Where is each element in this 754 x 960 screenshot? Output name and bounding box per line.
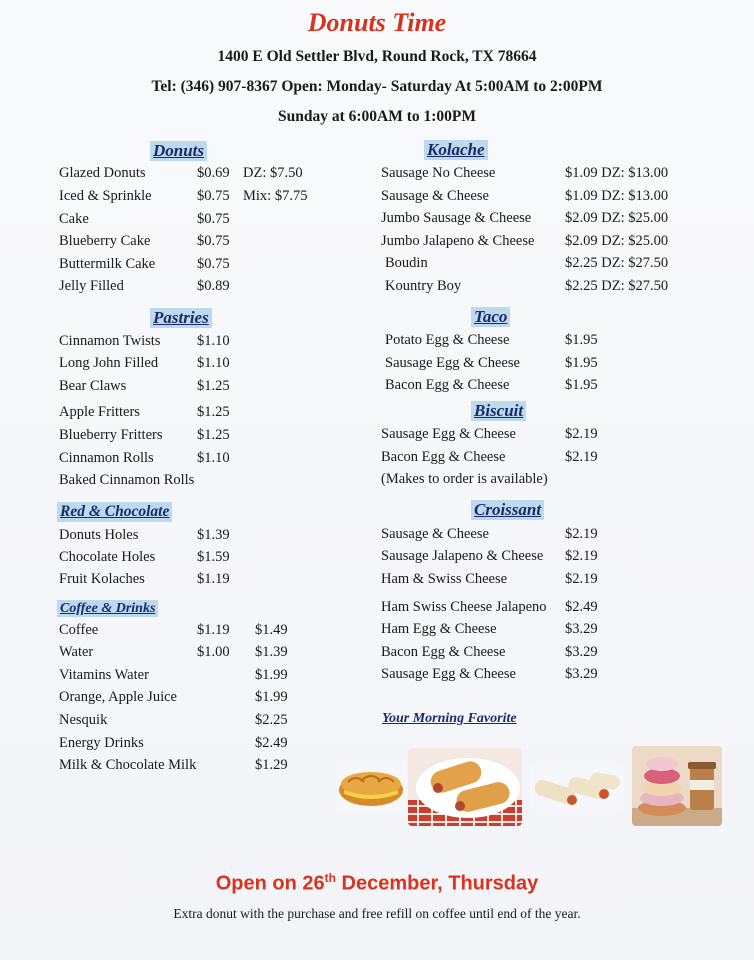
item-price: $3.29 — [565, 666, 598, 682]
item-price: $3.29 — [565, 621, 598, 637]
section-title-croissant: Croissant — [471, 500, 544, 520]
item-price-large: $2.49 — [255, 735, 288, 751]
item-name: Sausage Jalapeno & Cheese — [381, 548, 544, 564]
item-price: $1.10 — [197, 355, 230, 371]
section-title-pastries: Pastries — [150, 308, 212, 328]
item-name: Sausage & Cheese — [381, 188, 489, 204]
item-name: Blueberry Fritters — [59, 427, 163, 443]
shop-title: Donuts Time — [307, 8, 447, 37]
item-name: Sausage & Cheese — [381, 526, 489, 542]
item-name: Cinnamon Twists — [59, 333, 161, 349]
item-name: Sausage No Cheese — [381, 165, 496, 181]
item-price: $2.49 — [565, 599, 598, 615]
item-price: $0.75 — [197, 188, 230, 204]
item-name: Bacon Egg & Cheese — [385, 377, 510, 393]
item-name: Ham & Swiss Cheese — [381, 571, 508, 587]
shop-phone-hours: Tel: (346) 907-8367 Open: Monday- Saturday At 5:00AM to 2:00PM — [151, 78, 603, 95]
item-price: $2.19 — [565, 571, 598, 587]
item-name: Baked Cinnamon Rolls — [59, 472, 195, 488]
item-name: Bear Claws — [59, 378, 127, 394]
section-title-taco: Taco — [471, 307, 510, 327]
section-title-biscuit: Biscuit — [471, 401, 526, 421]
item-price: $0.75 — [197, 211, 230, 227]
item-name: Jumbo Jalapeno & Cheese — [381, 233, 535, 249]
item-price: $2.09 DZ: $25.00 — [565, 210, 669, 226]
item-name: Coffee — [59, 622, 99, 638]
opening-ordinal: th — [324, 871, 336, 885]
opening-announcement — [0, 871, 754, 896]
item-price: $2.19 — [565, 526, 598, 542]
taco-wraps-image — [530, 766, 624, 810]
item-price-large: $2.25 — [255, 712, 288, 728]
item-name: Kountry Boy — [385, 278, 462, 294]
section-title-red-chocolate: Red & Chocolate — [57, 502, 172, 522]
item-price: $2.09 DZ: $25.00 — [565, 233, 669, 249]
item-price-large: $1.39 — [255, 644, 288, 660]
item-price-large: $1.29 — [255, 757, 288, 773]
note-text: (Makes to order is available) — [381, 471, 548, 487]
item-price-large: $1.99 — [255, 689, 288, 705]
item-price: $2.25 DZ: $27.50 — [565, 278, 669, 294]
item-price-small: $1.00 — [197, 644, 230, 660]
item-name: Ham Swiss Cheese Jalapeno — [381, 599, 547, 615]
section-title-morning-favorite: Your Morning Favorite — [382, 711, 517, 726]
item-name: Glazed Donuts — [59, 165, 146, 181]
section-title-donuts: Donuts — [150, 141, 207, 161]
item-price-small: $1.19 — [197, 622, 230, 638]
item-name: Potato Egg & Cheese — [385, 332, 510, 348]
item-price: $0.75 — [197, 256, 230, 272]
item-price: $1.25 — [197, 404, 230, 420]
item-price: $2.25 DZ: $27.50 — [565, 255, 669, 271]
section-title-coffee-drinks: Coffee & Drinks — [57, 600, 158, 617]
item-name: Milk & Chocolate Milk — [59, 757, 197, 773]
item-name: Sausage Egg & Cheese — [385, 355, 520, 371]
item-price: $2.19 — [565, 548, 598, 564]
donuts-coffee-image — [632, 746, 722, 826]
item-price-large: $1.99 — [255, 667, 288, 683]
item-name: Ham Egg & Cheese — [381, 621, 497, 637]
item-price: $0.89 — [197, 278, 230, 294]
item-name: Long John Filled — [59, 355, 159, 371]
item-name: Jumbo Sausage & Cheese — [381, 210, 532, 226]
item-name: Sausage Egg & Cheese — [381, 666, 516, 682]
item-name: Energy Drinks — [59, 735, 144, 751]
item-price: $1.95 — [565, 332, 598, 348]
croissant-sandwich-image — [336, 760, 406, 812]
promotion-note: Extra donut with the purchase and free refill on coffee until end of the year. — [173, 906, 581, 921]
item-price: $1.59 — [197, 549, 230, 565]
item-price: $0.69 — [197, 165, 230, 181]
item-name: Water — [59, 644, 94, 660]
item-name: Bacon Egg & Cheese — [381, 449, 506, 465]
item-price-large: $1.49 — [255, 622, 288, 638]
item-name: Fruit Kolaches — [59, 571, 145, 587]
item-name: Iced & Sprinkle — [59, 188, 152, 204]
shop-address: 1400 E Old Settler Blvd, Round Rock, TX 78664 — [217, 48, 537, 65]
item-extra: DZ: $7.50 — [243, 165, 303, 181]
item-name: Nesquik — [59, 712, 108, 728]
item-price: $1.09 DZ: $13.00 — [565, 165, 669, 181]
item-name: Jelly Filled — [59, 278, 124, 294]
item-extra: Mix: $7.75 — [243, 188, 308, 204]
item-price: $1.25 — [197, 378, 230, 394]
item-name: Apple Fritters — [59, 404, 140, 420]
item-name: Vitamins Water — [59, 667, 149, 683]
section-title-kolache: Kolache — [424, 140, 488, 160]
item-price: $1.39 — [197, 527, 230, 543]
item-name: Donuts Holes — [59, 527, 139, 543]
kolache-plate-image — [408, 748, 522, 826]
shop-sunday-hours: Sunday at 6:00AM to 1:00PM — [277, 108, 477, 125]
item-price: $3.29 — [565, 644, 598, 660]
item-name: Chocolate Holes — [59, 549, 156, 565]
item-price: $1.10 — [197, 450, 230, 466]
item-name: Orange, Apple Juice — [59, 689, 177, 705]
item-name: Blueberry Cake — [59, 233, 151, 249]
item-name: Sausage Egg & Cheese — [381, 426, 516, 442]
opening-date-text: December, Thursday — [335, 872, 539, 895]
item-price: $2.19 — [565, 449, 598, 465]
item-name: Cake — [59, 211, 89, 227]
item-price: $1.95 — [565, 355, 598, 371]
item-price: $1.95 — [565, 377, 598, 393]
item-price: $1.10 — [197, 333, 230, 349]
item-price: $1.25 — [197, 427, 230, 443]
item-name: Boudin — [385, 255, 428, 271]
item-price: $1.09 DZ: $13.00 — [565, 188, 669, 204]
item-name: Bacon Egg & Cheese — [381, 644, 506, 660]
item-name: Buttermilk Cake — [59, 256, 156, 272]
item-price: $1.19 — [197, 571, 230, 587]
item-price: $2.19 — [565, 426, 598, 442]
item-name: Cinnamon Rolls — [59, 450, 154, 466]
opening-text: Open on 26 — [215, 872, 325, 895]
item-price: $0.75 — [197, 233, 230, 249]
